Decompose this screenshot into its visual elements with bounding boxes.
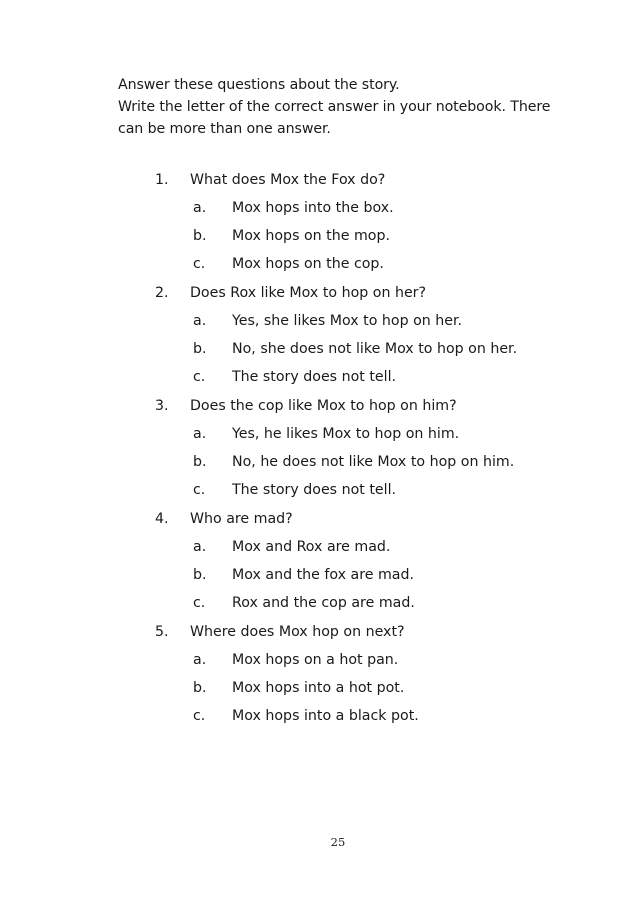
option-c — [155, 592, 595, 614]
page-number: 25 — [330, 835, 346, 849]
option-letter: b. — [193, 567, 207, 583]
question-5-prompt — [155, 621, 595, 643]
instructions-line-3: can be more than one answer. — [118, 121, 331, 137]
option-text: No, he does not like Mox to hop on him. — [232, 454, 515, 470]
option-b — [155, 451, 595, 473]
option-c — [155, 705, 595, 727]
instructions — [118, 74, 578, 140]
option-text: The story does not tell. — [232, 369, 397, 385]
option-a — [155, 536, 595, 558]
question-1-prompt — [155, 169, 595, 191]
option-b — [155, 338, 595, 360]
question-2 — [155, 282, 595, 388]
option-letter: c. — [193, 369, 206, 385]
option-letter: c. — [193, 482, 206, 498]
question-4-prompt — [155, 508, 595, 530]
option-letter: c. — [193, 708, 206, 724]
option-c — [155, 479, 595, 501]
option-b — [155, 677, 595, 699]
option-text: Yes, she likes Mox to hop on her. — [232, 313, 463, 329]
question-number: 3. — [155, 398, 169, 414]
option-text: Mox hops on the mop. — [232, 228, 390, 244]
instructions-line-1: Answer these questions about the story. — [118, 77, 400, 93]
option-text: Mox hops into a black pot. — [232, 708, 419, 724]
option-letter: a. — [193, 539, 207, 555]
question-number: 4. — [155, 511, 169, 527]
question-text: Does Rox like Mox to hop on her? — [190, 285, 427, 301]
option-letter: a. — [193, 652, 207, 668]
question-number: 1. — [155, 172, 169, 188]
option-c — [155, 366, 595, 388]
question-2-prompt — [155, 282, 595, 304]
instructions-line-2: Write the letter of the correct answer in your notebook. There — [118, 99, 551, 115]
option-letter: b. — [193, 228, 207, 244]
option-text: Yes, he likes Mox to hop on him. — [232, 426, 460, 442]
question-3 — [155, 395, 595, 501]
question-5 — [155, 621, 595, 727]
option-a — [155, 423, 595, 445]
question-text: Who are mad? — [190, 511, 293, 527]
option-text: No, she does not like Mox to hop on her. — [232, 341, 518, 357]
option-text: Rox and the cop are mad. — [232, 595, 415, 611]
option-text: Mox and the fox are mad. — [232, 567, 415, 583]
question-text: Where does Mox hop on next? — [190, 624, 405, 640]
option-letter: c. — [193, 256, 206, 272]
option-letter: a. — [193, 426, 207, 442]
option-letter: a. — [193, 313, 207, 329]
option-a — [155, 197, 595, 219]
option-letter: b. — [193, 680, 207, 696]
question-list — [155, 169, 595, 734]
question-text: Does the cop like Mox to hop on him? — [190, 398, 457, 414]
option-c — [155, 253, 595, 275]
option-letter: c. — [193, 595, 206, 611]
question-number: 2. — [155, 285, 169, 301]
option-letter: b. — [193, 341, 207, 357]
question-3-prompt — [155, 395, 595, 417]
question-text: What does Mox the Fox do? — [190, 172, 386, 188]
option-b — [155, 564, 595, 586]
option-letter: b. — [193, 454, 207, 470]
option-text: Mox and Rox are mad. — [232, 539, 391, 555]
question-1 — [155, 169, 595, 275]
question-number: 5. — [155, 624, 169, 640]
option-a — [155, 649, 595, 671]
option-b — [155, 225, 595, 247]
option-letter: a. — [193, 200, 207, 216]
question-4 — [155, 508, 595, 614]
option-text: The story does not tell. — [232, 482, 397, 498]
option-text: Mox hops on a hot pan. — [232, 652, 399, 668]
option-text: Mox hops on the cop. — [232, 256, 384, 272]
option-text: Mox hops into the box. — [232, 200, 394, 216]
option-text: Mox hops into a hot pot. — [232, 680, 405, 696]
option-a — [155, 310, 595, 332]
